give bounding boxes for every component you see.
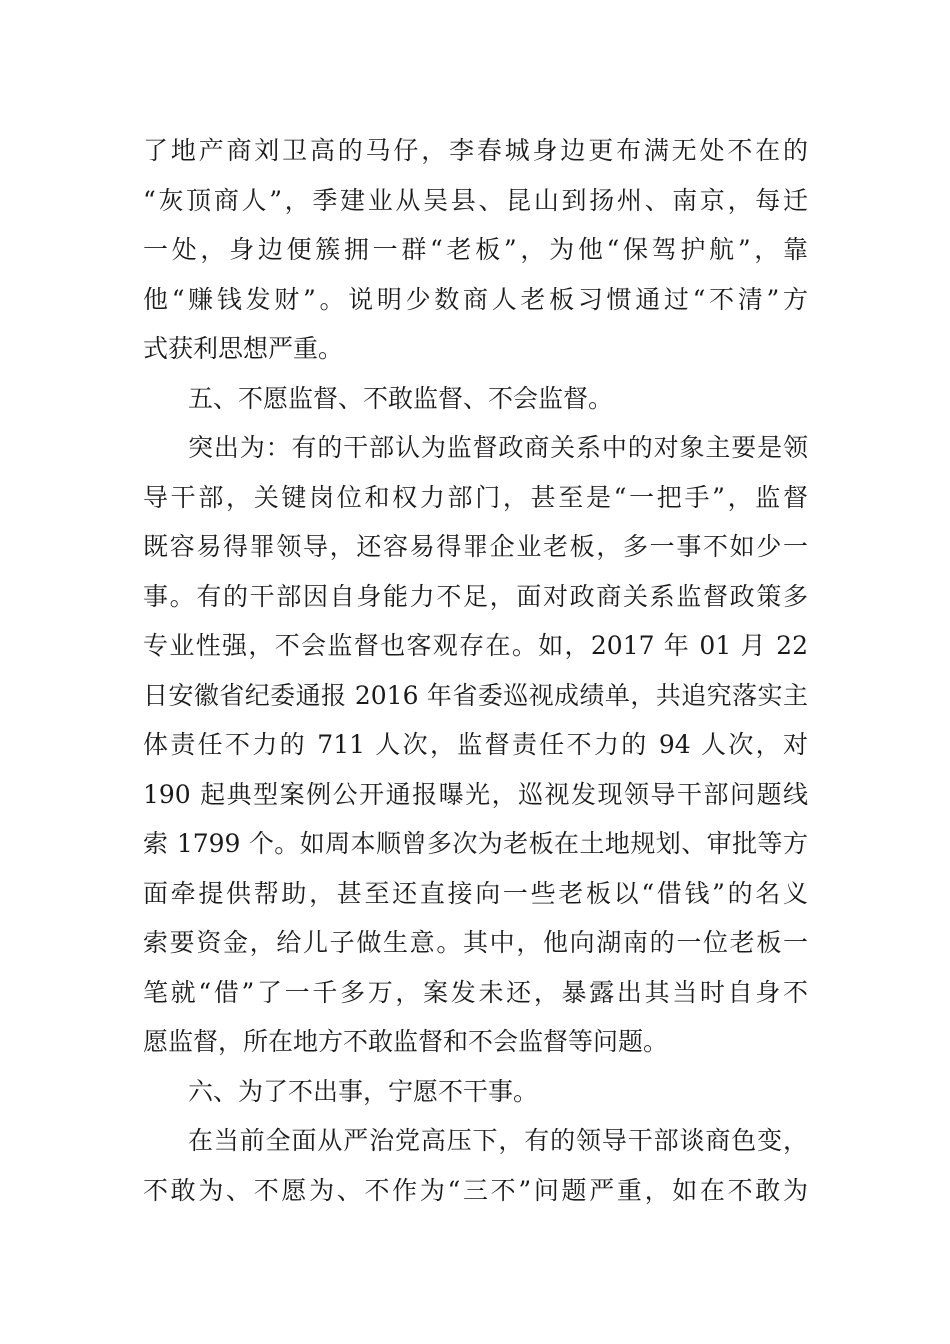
- text-line: 190 起典型案例公开通报曝光，巡视发现领导干部问题线: [143, 780, 808, 809]
- text-line: 专业性强，不会监督也客观存在。如，2017 年 01 月 22: [143, 631, 808, 660]
- text-line: 既容易得罪领导，还容易得罪企业老板，多一事不如少一: [143, 532, 808, 561]
- text-line: 不敢为、不愿为、不作为“三不”问题严重，如在不敢为: [143, 1176, 808, 1205]
- text-line: 式获利思想严重。: [143, 334, 344, 363]
- text-line: 愿监督，所在地方不敢监督和不会监督等问题。: [143, 1027, 669, 1056]
- text-line: 在当前全面从严治党高压下，有的领导干部谈商色变，: [188, 1126, 808, 1155]
- section-heading: 五、不愿监督、不敢监督、不会监督。: [188, 384, 614, 413]
- text-line: 笔就“借”了一千多万，案发未还，暴露出其当时自身不: [143, 978, 808, 1007]
- text-line: 面牵提供帮助，甚至还直接向一些老板以“借钱”的名义: [143, 879, 808, 908]
- text-line: 索 1799 个。如周本顺曾多次为老板在土地规划、审批等方: [143, 829, 808, 858]
- text-line: 事。有的干部因自身能力不足，面对政商关系监督政策多: [143, 582, 808, 611]
- text-line: 突出为：有的干部认为监督政商关系中的对象主要是领: [188, 433, 808, 462]
- text-line: 日安徽省纪委通报 2016 年省委巡视成绩单，共追究落实主: [143, 681, 808, 710]
- text-line: 他“赚钱发财”。说明少数商人老板习惯通过“不清”方: [143, 285, 808, 314]
- text-line: 了地产商刘卫高的马仔，李春城身边更布满无处不在的: [143, 136, 808, 165]
- section-heading: 六、为了不出事，宁愿不干事。: [188, 1077, 539, 1106]
- text-line: 索要资金，给儿子做生意。其中，他向湖南的一位老板一: [143, 928, 808, 957]
- text-line: 一处，身边便簇拥一群“老板”，为他“保驾护航”，靠: [143, 235, 808, 264]
- text-line: 体责任不力的 711 人次，监督责任不力的 94 人次，对: [143, 730, 808, 759]
- text-line: “灰顶商人”，季建业从吴县、昆山到扬州、南京，每迁: [143, 186, 808, 215]
- text-line: 导干部，关键岗位和权力部门，甚至是“一把手”，监督: [143, 483, 808, 512]
